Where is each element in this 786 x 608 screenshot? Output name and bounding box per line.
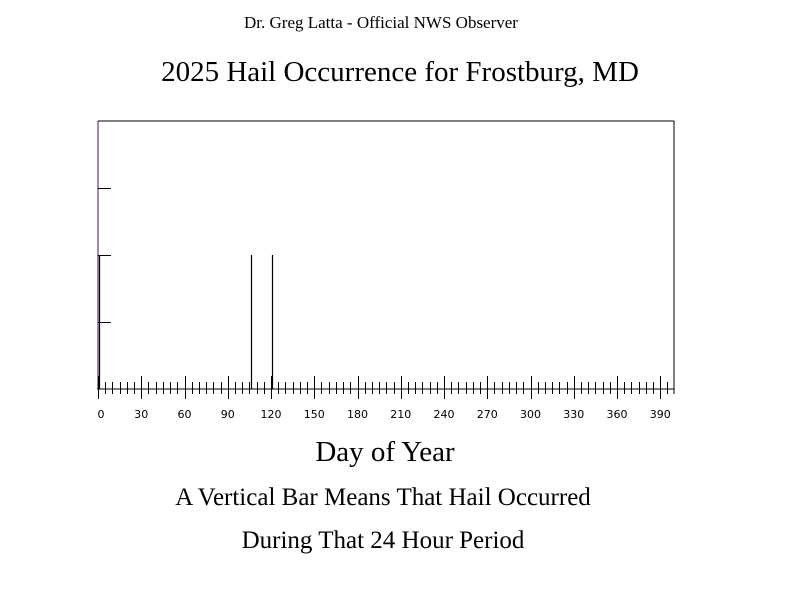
plot-frame — [97, 121, 674, 389]
x-tick-label: 150 — [303, 408, 325, 421]
x-tick-label: 240 — [433, 408, 455, 421]
x-tick-label: 120 — [260, 408, 282, 421]
x-tick-label: 180 — [347, 408, 368, 421]
observer-credit: Dr. Greg Latta - Official NWS Observer — [244, 13, 518, 32]
chart-note-line-1: A Vertical Bar Means That Hail Occurred — [175, 484, 591, 511]
x-tick-label: 210 — [390, 408, 412, 421]
x-axis-ticks — [99, 376, 675, 399]
x-tick-label: 0 — [97, 408, 105, 421]
x-tick-label: 60 — [177, 408, 192, 421]
hail-bars — [100, 255, 273, 389]
x-tick-label: 30 — [134, 408, 149, 421]
x-tick-label: 330 — [563, 408, 585, 421]
x-axis-tick-labels — [98, 408, 671, 421]
x-tick-label: 390 — [649, 408, 671, 421]
x-tick-label: 270 — [476, 408, 498, 421]
x-tick-label: 360 — [606, 408, 628, 421]
x-axis-label: Day of Year — [315, 436, 455, 468]
chart-title: 2025 Hail Occurrence for Frostburg, MD — [161, 56, 639, 88]
x-tick-label: 90 — [220, 408, 235, 421]
x-tick-label: 300 — [520, 408, 541, 421]
chart-note-line-2: During That 24 Hour Period — [241, 527, 525, 554]
